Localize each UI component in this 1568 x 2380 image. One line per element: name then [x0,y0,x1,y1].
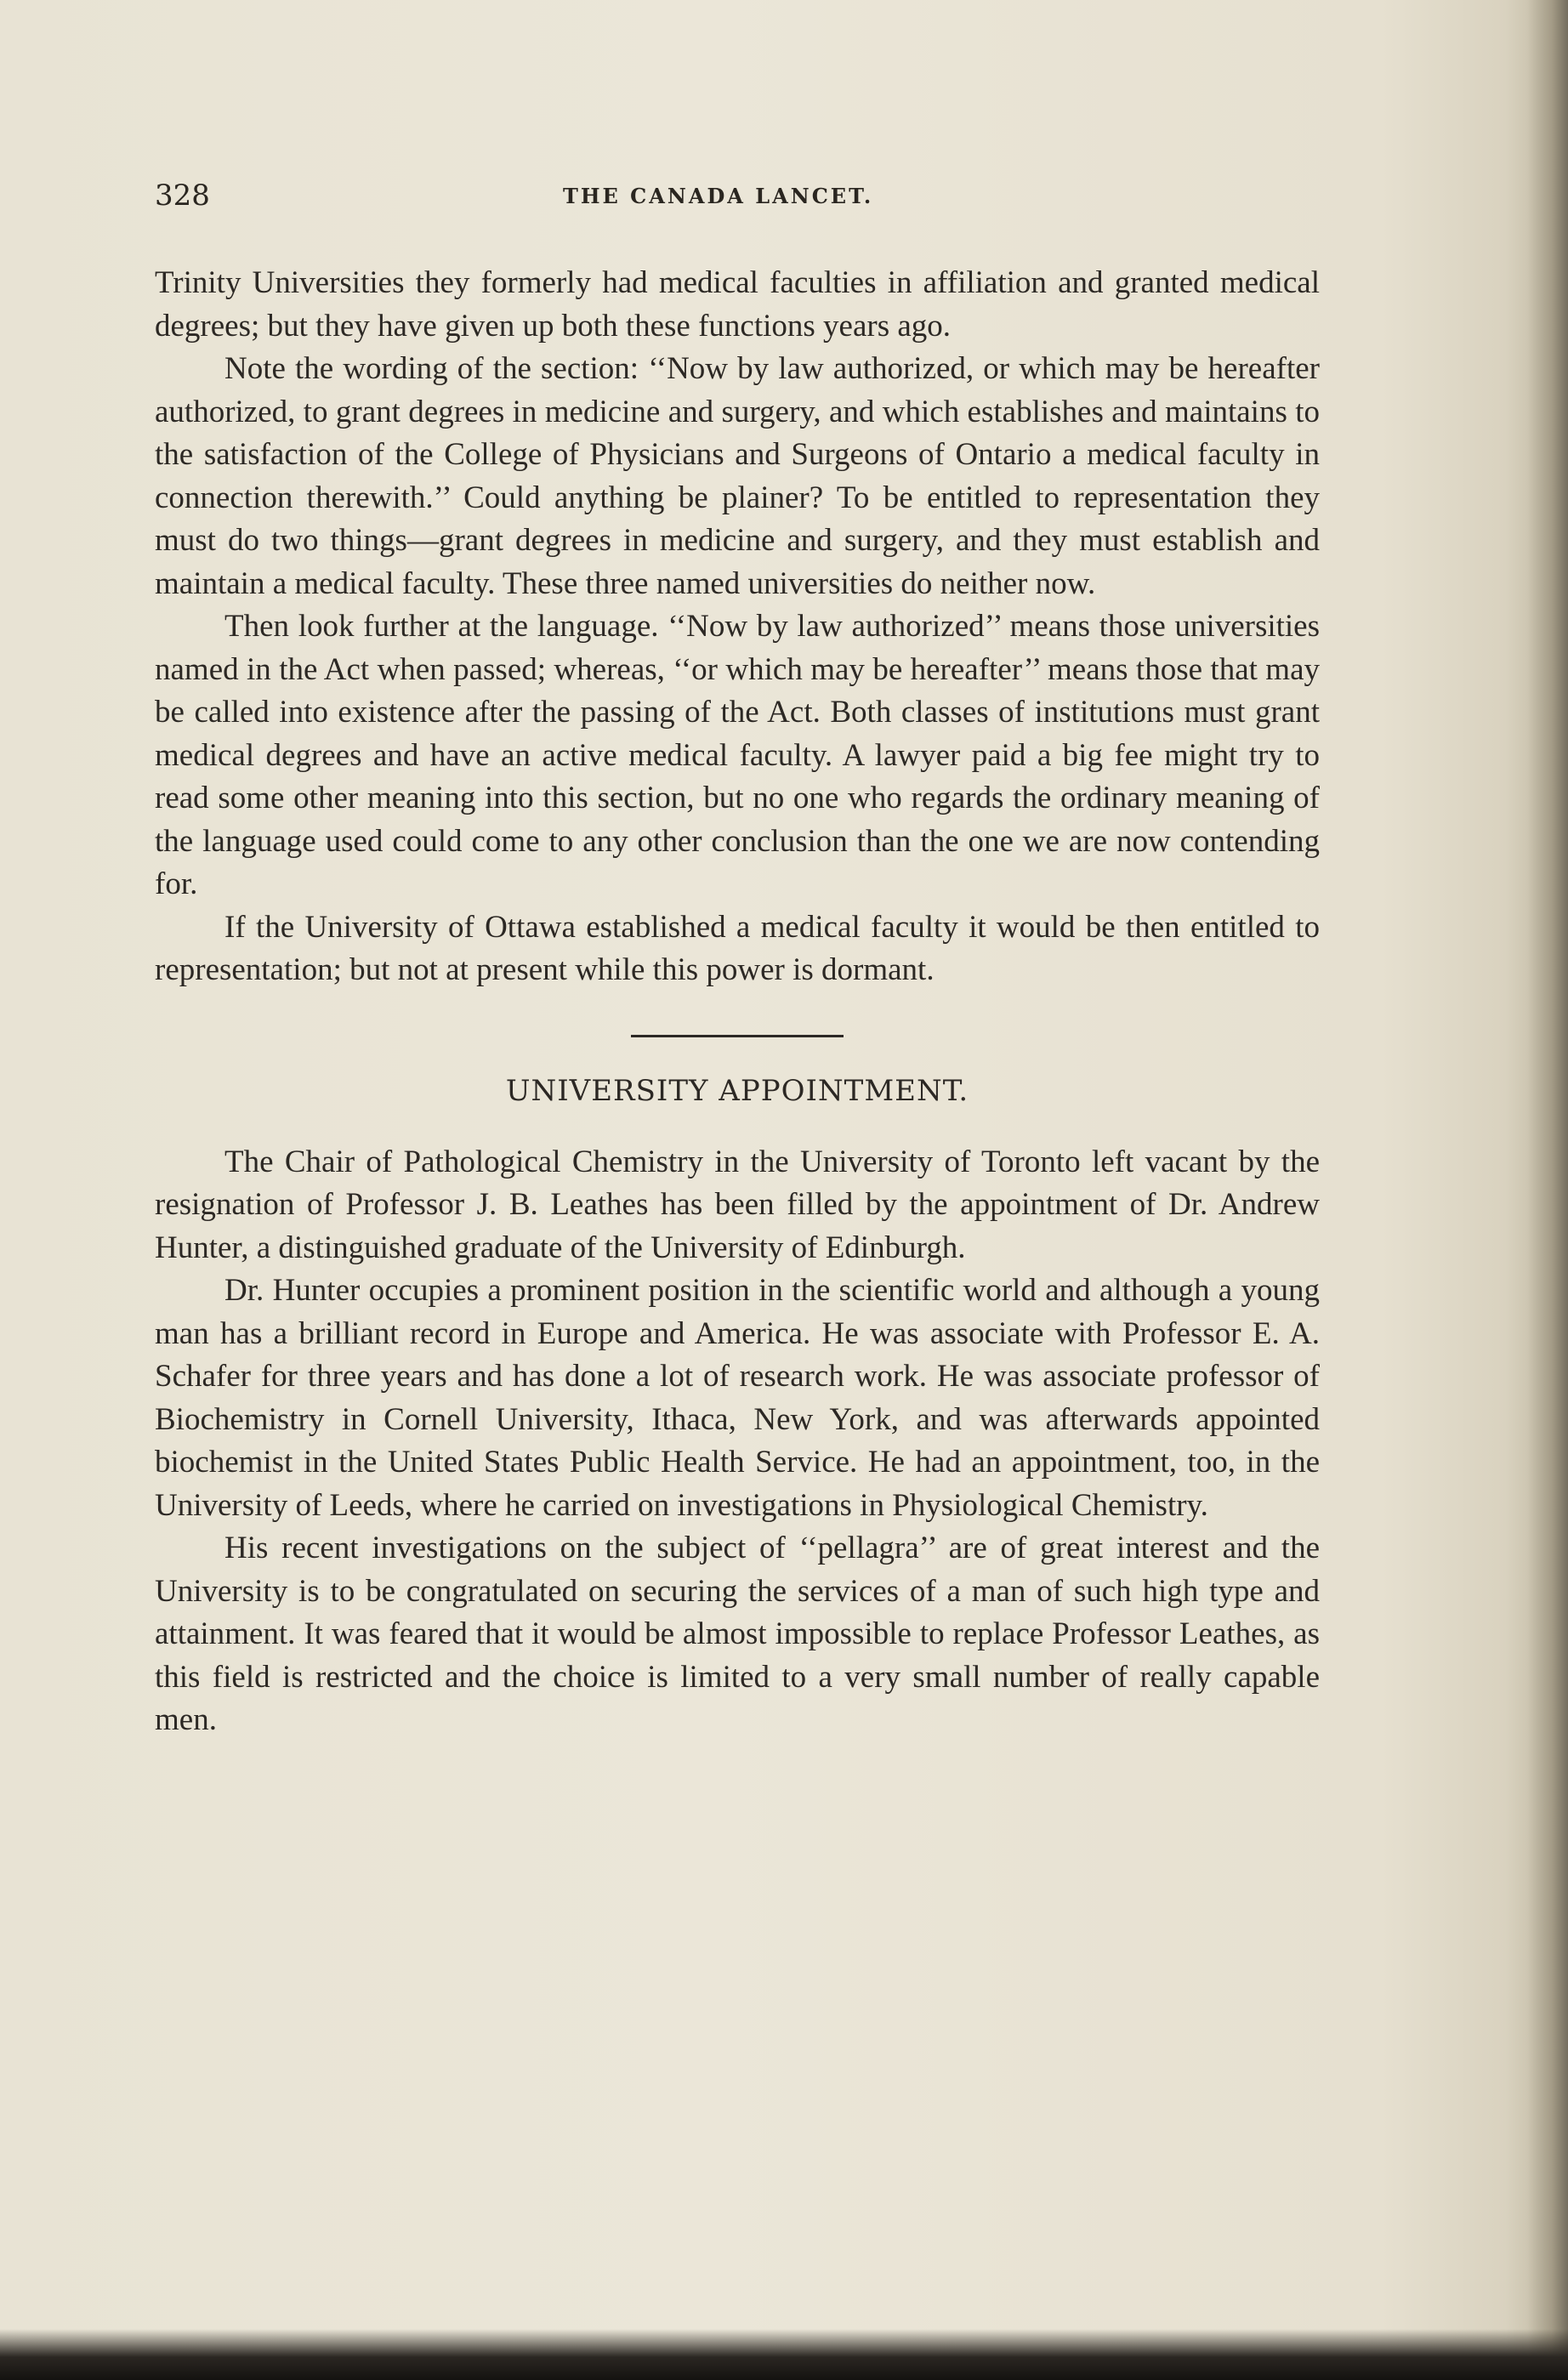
article-body [155,262,1320,1742]
section-divider [631,1035,844,1037]
page-gutter-shadow [1527,0,1568,2380]
section-heading: UNIVERSITY APPOINTMENT. [505,1073,969,1108]
page-bottom-edge [0,2329,1568,2380]
paragraph: If the University of Ottawa established a medical faculty it would be then entitled to representation; but not at present while this power is dormant. [155,909,1320,987]
paragraph: Then look further at the language. ‘‘Now by law authorized’’ means those universities named in the Act when passed; whereas, ‘‘or which may be hereafter’’ means those that may be called into existence after the passing of the Act. Both classes of institutions must grant medical degrees and have an active medical faculty. A lawyer paid a big fee might try to read some other meaning into this section, but no one who regards the ordinary meaning of the language used could come to any other conclusion than the one we are now contending for. [155,609,1320,901]
paragraph: Trinity Universities they formerly had medical faculties in affiliation and granted medical degrees; but they have given up both these functions years ago. [155,265,1320,344]
page-number: 328 [155,179,210,213]
running-head [155,179,1320,230]
paragraph: The Chair of Pathological Chemistry in the University of Toronto left vacant by the resignation of Professor J. B. Leathes has been filled by the appointment of Dr. Andrew Hunter, a distinguished graduate of the University of Edinburgh. [155,1144,1320,1265]
paragraph: His recent investigations on the subject of ‘‘pellagra’’ are of great interest and the University is to be congratulated on securing the services of a man of such high type and attainment. It was feared that it would be almost impossible to replace Professor Leathes, as this field is restricted and the choice is limited to a very small number of really capable men. [155,1531,1320,1737]
journal-title: THE CANADA LANCET. [563,184,874,208]
paragraph: Dr. Hunter occupies a prominent position in the scientific world and although a young man has a brilliant record in Europe and America. He was associate with Professor E. A. Schafer for three years and has done a lot of research work. He was associate professor of Biochemistry in Cornell University, Ithaca, New York, and was afterwards appointed biochemist in the United States Public Health Service. He had an appointment, too, in the University of Leeds, where he carried on investigations in Physiological Chemistry. [155,1273,1320,1523]
paragraph: Note the wording of the section: ‘‘Now by law authorized, or which may be hereafter authorized, to grant degrees in medicine and surgery, and which establishes and maintains to the satisfaction of the College of Physicians and Surgeons of Ontario a medical faculty in connection therewith.’’ Could anything be plainer? To be entitled to representation they must do two things—grant degrees in medicine and surgery, and they must establish and maintain a medical faculty. These three named universities do neither now. [155,351,1320,601]
